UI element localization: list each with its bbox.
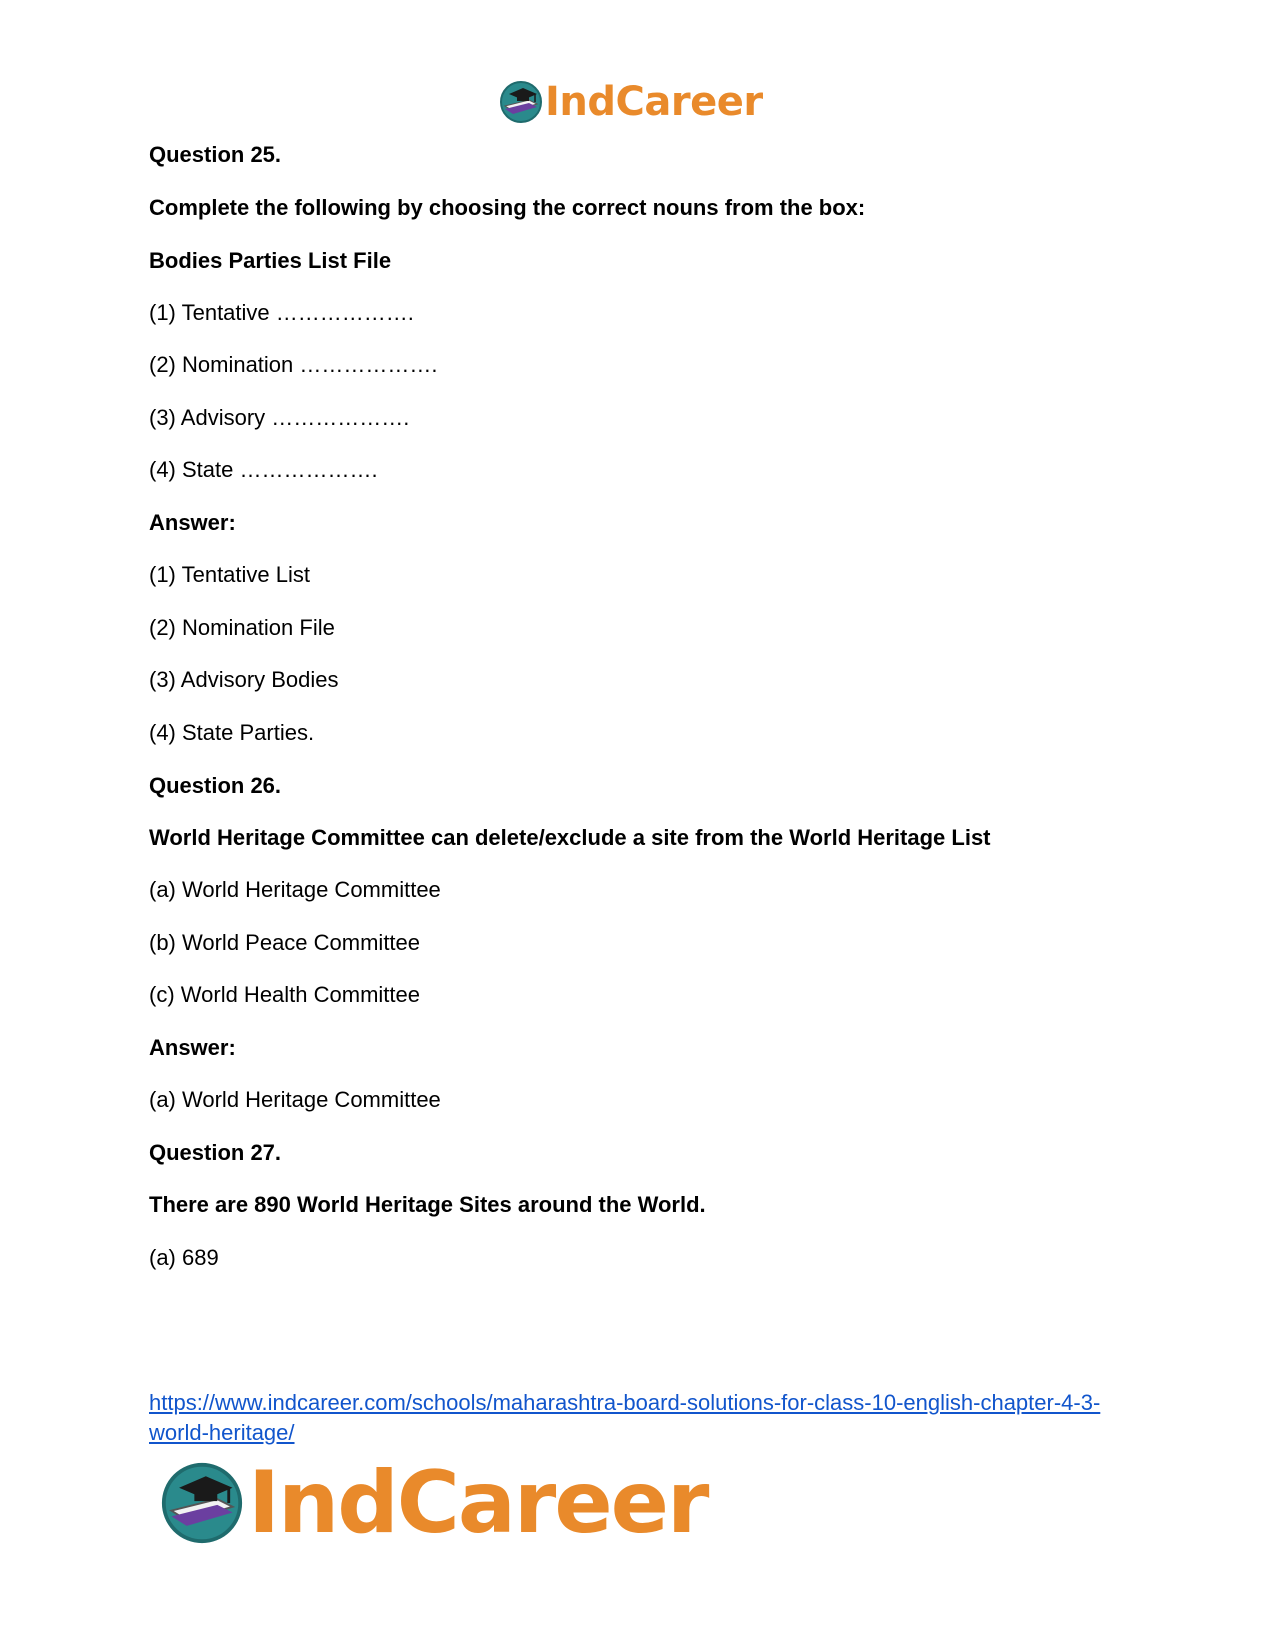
question-25-answer: (2) Nomination File <box>149 615 335 640</box>
question-26-answer-label: Answer: <box>149 1035 236 1060</box>
question-25-item: (2) Nomination ………………. <box>149 352 438 377</box>
question-25-title: Question 25. <box>149 142 282 167</box>
brand-name: IndCareer <box>545 79 763 125</box>
question-25-word-box: Bodies Parties List File <box>149 248 392 273</box>
question-26-answer: (a) World Heritage Committee <box>149 1087 441 1112</box>
question-27-title: Question 27. <box>149 1140 282 1165</box>
footer-link-block <box>149 1388 1129 1448</box>
question-25-item: (1) Tentative ………………. <box>149 300 414 325</box>
question-26-prompt: World Heritage Committee can delete/exclude a site from the World Heritage List <box>149 825 991 850</box>
question-27-prompt: There are 890 World Heritage Sites around the World. <box>149 1192 706 1217</box>
footer-logo <box>160 1453 708 1553</box>
question-26-option: (c) World Health Committee <box>149 982 420 1007</box>
question-25-answer: (4) State Parties. <box>149 720 315 745</box>
graduation-cap-book-globe-icon <box>499 80 543 124</box>
question-25-item: (3) Advisory ………………. <box>149 405 410 430</box>
question-26-option: (a) World Heritage Committee <box>149 877 441 902</box>
question-27-option: (a) 689 <box>149 1245 219 1270</box>
question-25-item: (4) State ………………. <box>149 457 378 482</box>
question-25-answer-label: Answer: <box>149 510 236 535</box>
header-logo <box>499 78 763 126</box>
graduation-cap-book-globe-icon <box>160 1461 244 1545</box>
question-25-answer: (3) Advisory Bodies <box>149 667 339 692</box>
question-25-answer: (1) Tentative List <box>149 562 311 587</box>
question-26-option: (b) World Peace Committee <box>149 930 421 955</box>
source-link[interactable]: https://www.indcareer.com/schools/maharashtra-board-solutions-for-class-10-english-chapter-4-3-world-heritage/ <box>149 1390 1101 1445</box>
question-25-prompt: Complete the following by choosing the correct nouns from the box: <box>149 195 866 220</box>
question-26-title: Question 26. <box>149 773 282 798</box>
brand-name: IndCareer <box>248 1453 708 1553</box>
